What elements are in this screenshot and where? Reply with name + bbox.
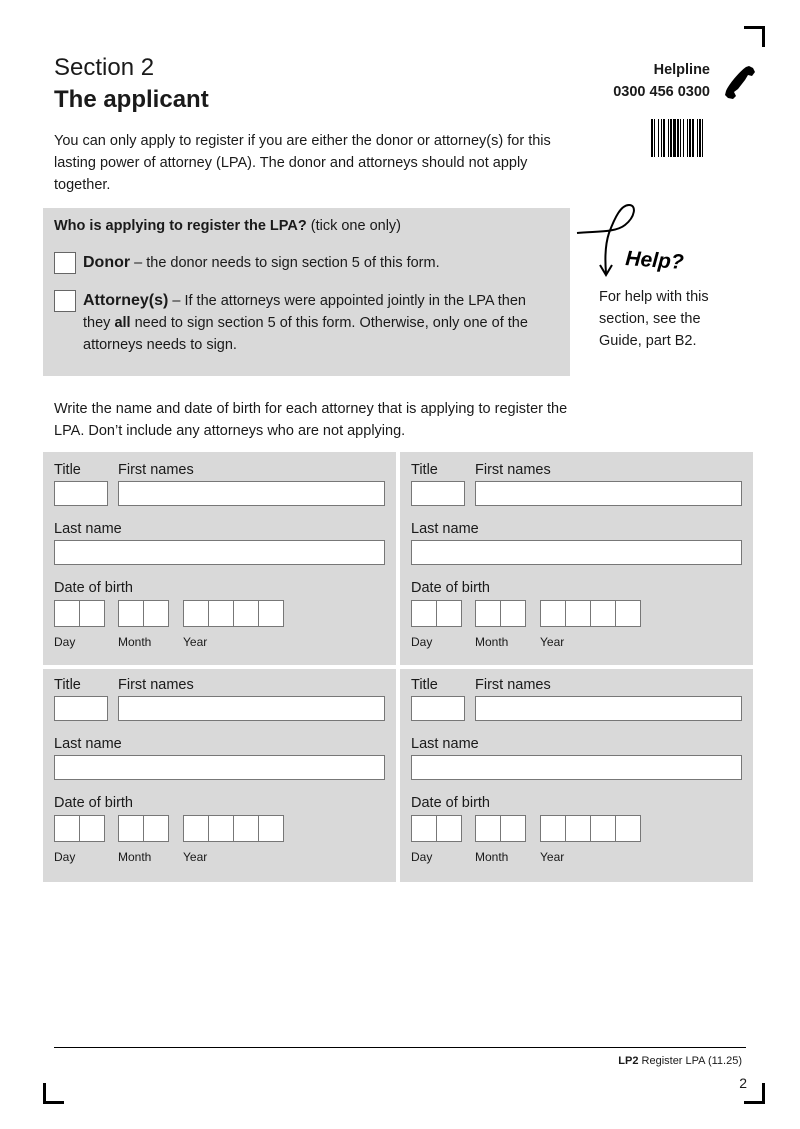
first-names-label: First names <box>118 677 194 693</box>
applicant-question-instruction: (tick one only) <box>310 218 401 234</box>
dob-month-box[interactable] <box>118 600 144 627</box>
year-label: Year <box>183 850 208 864</box>
attorneys-instruction: Write the name and date of birth for each attorney that is applying to register the LPA. Don’t include any attorneys who are not applying. <box>54 401 568 439</box>
title-field[interactable] <box>411 481 465 506</box>
attorney-panel-2 <box>400 452 753 665</box>
attorneys-option <box>83 290 553 356</box>
dob-label: Date of birth <box>411 580 490 596</box>
help-graphic <box>575 203 695 283</box>
last-name-label: Last name <box>411 736 479 752</box>
dob-year-box[interactable] <box>233 815 259 842</box>
attorney-panel-4 <box>400 669 753 882</box>
helpline-label: Helpline <box>653 62 710 78</box>
section-number: Section 2 <box>54 54 155 81</box>
last-name-label: Last name <box>54 521 122 537</box>
month-label: Month <box>475 850 509 864</box>
dob-year-box[interactable] <box>183 600 209 627</box>
dob-year-box[interactable] <box>258 600 284 627</box>
dob-label: Date of birth <box>411 795 490 811</box>
applicant-question <box>54 218 401 234</box>
attorney-panel-1 <box>43 452 396 665</box>
first-names-field[interactable] <box>118 696 385 721</box>
dob-month-box[interactable] <box>500 815 526 842</box>
dob-year-box[interactable] <box>590 600 616 627</box>
first-names-label: First names <box>475 677 551 693</box>
title-label: Title <box>54 677 81 693</box>
barcode <box>651 119 745 157</box>
help-text: For help with this section, see the Guide, part B2. <box>599 289 709 349</box>
attorneys-option-label: Attorney(s) <box>83 292 169 309</box>
page-number: 2 <box>739 1075 747 1091</box>
section-title: The applicant <box>54 86 209 113</box>
dob-label: Date of birth <box>54 795 133 811</box>
form-code <box>560 1055 742 1067</box>
footer-divider <box>54 1047 746 1048</box>
first-names-field[interactable] <box>118 481 385 506</box>
dob-year-box[interactable] <box>540 600 566 627</box>
day-label: Day <box>54 850 76 864</box>
applicant-selection-box <box>43 208 570 376</box>
corner-mark-top-right <box>744 26 765 47</box>
dob-day-box[interactable] <box>436 600 462 627</box>
intro-text: You can only apply to register if you are either the donor or attorney(s) for this lasting power of attorney (LPA). The donor and attorneys should not apply together. <box>54 133 551 193</box>
month-label: Month <box>475 635 509 649</box>
dob-year-box[interactable] <box>615 600 641 627</box>
month-label: Month <box>118 635 152 649</box>
donor-option <box>83 252 553 274</box>
month-label: Month <box>118 850 152 864</box>
year-label: Year <box>183 635 208 649</box>
attorneys-option-emphasis: all <box>114 315 131 331</box>
dob-month-box[interactable] <box>118 815 144 842</box>
attorneys-option-text-1: – If the attorneys were appointed jointly in the LPA then they <box>83 293 526 331</box>
corner-mark-bottom-left <box>43 1083 64 1104</box>
dob-month-box[interactable] <box>475 600 501 627</box>
donor-option-text: – the donor needs to sign section 5 of this form. <box>130 255 440 271</box>
year-label: Year <box>540 850 565 864</box>
applicant-question-text: Who is applying to register the LPA? <box>54 218 307 234</box>
donor-option-label: Donor <box>83 254 131 271</box>
dob-year-box[interactable] <box>208 600 234 627</box>
title-field[interactable] <box>54 696 108 721</box>
first-names-field[interactable] <box>475 696 742 721</box>
last-name-label: Last name <box>54 736 122 752</box>
form-code-name: Register LPA (11.25) <box>638 1055 742 1067</box>
dob-year-box[interactable] <box>565 815 591 842</box>
dob-day-box[interactable] <box>79 600 105 627</box>
last-name-field[interactable] <box>54 755 385 780</box>
dob-month-box[interactable] <box>143 600 169 627</box>
day-label: Day <box>411 635 433 649</box>
dob-day-box[interactable] <box>411 600 437 627</box>
last-name-label: Last name <box>411 521 479 537</box>
dob-year-box[interactable] <box>183 815 209 842</box>
title-label: Title <box>54 462 81 478</box>
attorneys-option-text-2: need to sign section 5 of this form. Otherwise, only one of the attorneys needs to sign. <box>83 315 528 353</box>
dob-day-box[interactable] <box>79 815 105 842</box>
last-name-field[interactable] <box>54 540 385 565</box>
first-names-field[interactable] <box>475 481 742 506</box>
title-field[interactable] <box>411 696 465 721</box>
dob-day-box[interactable] <box>54 600 80 627</box>
last-name-field[interactable] <box>411 755 742 780</box>
dob-month-box[interactable] <box>143 815 169 842</box>
title-field[interactable] <box>54 481 108 506</box>
first-names-label: First names <box>118 462 194 478</box>
dob-month-box[interactable] <box>500 600 526 627</box>
dob-day-box[interactable] <box>54 815 80 842</box>
title-label: Title <box>411 462 438 478</box>
helpline-number: 0300 456 0300 <box>613 84 710 100</box>
corner-mark-bottom-right <box>744 1083 765 1104</box>
help-title: Help? <box>624 247 685 275</box>
phone-icon <box>719 62 757 102</box>
dob-month-box[interactable] <box>475 815 501 842</box>
year-label: Year <box>540 635 565 649</box>
dob-day-box[interactable] <box>411 815 437 842</box>
dob-year-box[interactable] <box>208 815 234 842</box>
dob-year-box[interactable] <box>565 600 591 627</box>
donor-checkbox[interactable] <box>54 252 76 274</box>
dob-label: Date of birth <box>54 580 133 596</box>
day-label: Day <box>54 635 76 649</box>
last-name-field[interactable] <box>411 540 742 565</box>
title-label: Title <box>411 677 438 693</box>
dob-year-box[interactable] <box>540 815 566 842</box>
form-code-id: LP2 <box>618 1055 639 1067</box>
attorneys-checkbox[interactable] <box>54 290 76 312</box>
attorney-panel-3 <box>43 669 396 882</box>
first-names-label: First names <box>475 462 551 478</box>
dob-year-box[interactable] <box>258 815 284 842</box>
dob-day-box[interactable] <box>436 815 462 842</box>
day-label: Day <box>411 850 433 864</box>
dob-year-box[interactable] <box>233 600 259 627</box>
dob-year-box[interactable] <box>590 815 616 842</box>
dob-year-box[interactable] <box>615 815 641 842</box>
